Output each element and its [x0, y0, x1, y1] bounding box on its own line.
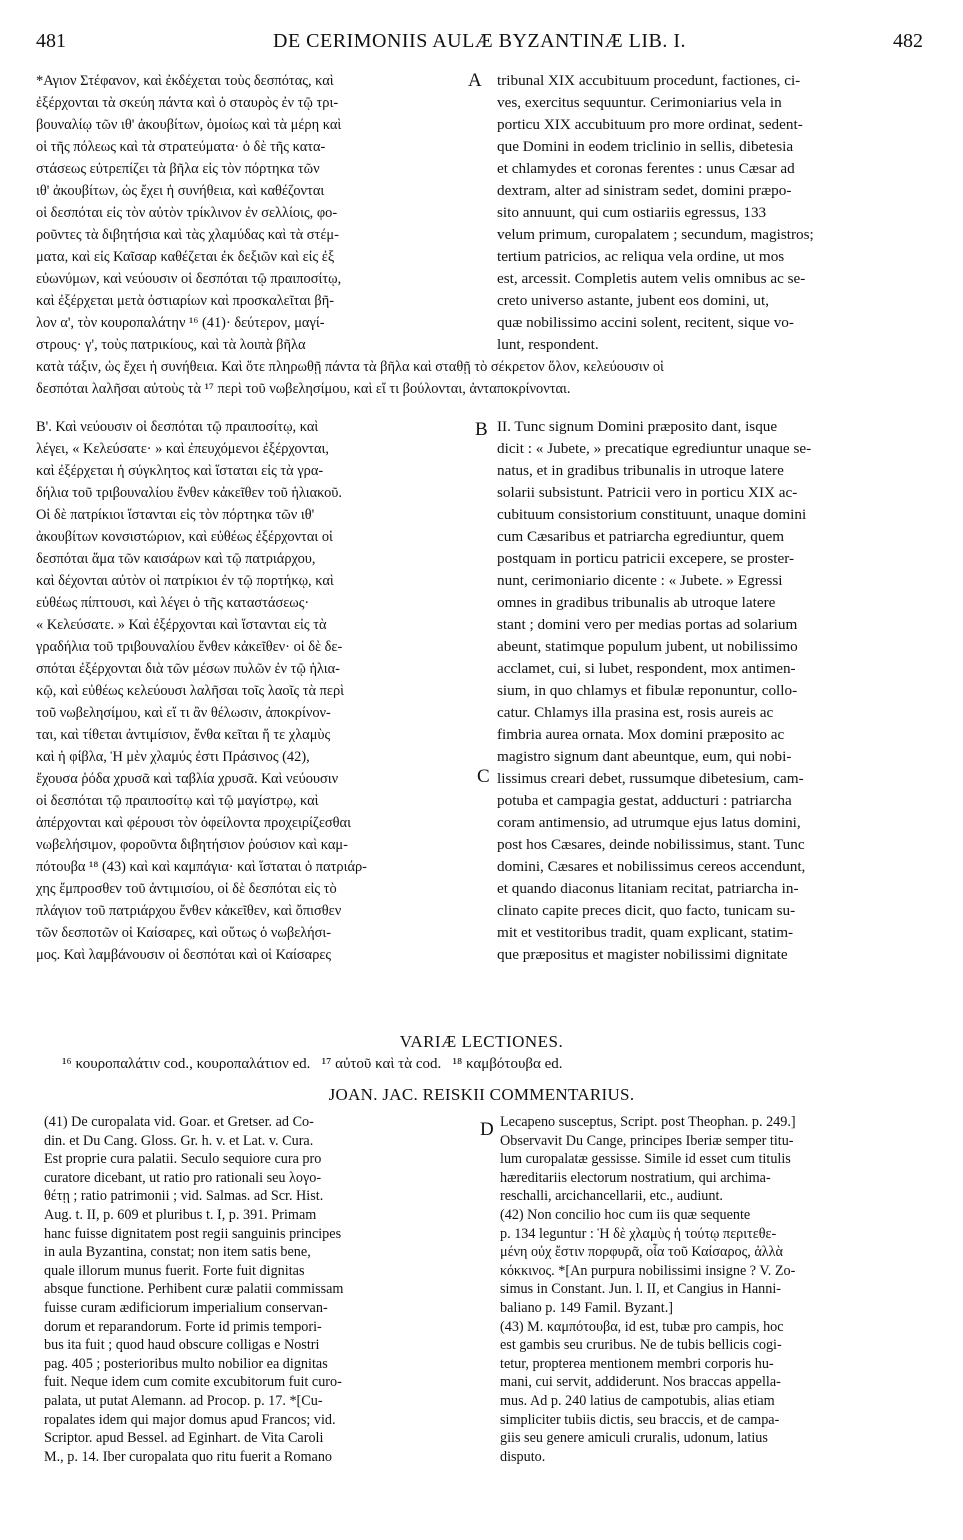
greek-text-column-2 — [36, 416, 479, 966]
latin-line: mit et vestitoribus tradit, quam explicant, statim- — [497, 924, 794, 941]
latin-line: sium, in quo chlamys et fibulæ reponuntur, collo- — [497, 682, 798, 699]
latin-line: ves, exercitus sequuntur. Cerimoniarius vela in — [497, 94, 782, 111]
commentary-line: tetur, propterea mentionem membri corporis hu- — [500, 1355, 774, 1372]
greek-line: καὶ ἐξέρχεται ἡ σύγκλητος καὶ ἵσταται εἰς τὰ γρα- — [36, 463, 324, 479]
latin-line: postquam in porticu patricii excepere, se proster- — [497, 550, 795, 567]
greek-line: Οἱ δὲ πατρίκιοι ἵστανται εἰς τὸν πόρτηκα τῶν ιθ' — [36, 507, 315, 523]
greek-line: ἀκουβίτων κονσιστώριον, καὶ εὐθέως ἐξέρχονται οἱ — [36, 529, 333, 545]
greek-line: βουναλίῳ τῶν ιθ' ἀκουβίτων, ὁμοίως καὶ τὰ μέρη καὶ — [36, 117, 342, 133]
commentary-line: (41) De curopalata vid. Goar. et Gretser. ad Co- — [44, 1114, 314, 1130]
commentary-line: Est proprie cura palatii. Seculo sequiore cura pro — [44, 1151, 322, 1168]
page-number-left: 481 — [36, 30, 66, 52]
commentary-line: p. 134 leguntur : Ἡ δὲ χλαμὺς ἡ τούτῳ περιτεθε- — [500, 1225, 777, 1242]
greek-line: νωβελήσιμον, φοροῦντα διβητήσιον ῥούσιον καὶ καμ- — [36, 837, 348, 853]
greek-fullwidth-line: κατὰ τάξιν, ὡς ἔχει ἡ συνήθεια. Καὶ ὅτε πληρωθῇ πάντα τὰ βῆλα καὶ σταθῇ τὸ σέκρετον ὅλον, κελεύουσιν οἱ — [36, 359, 664, 375]
commentary-line: bus ita fuit ; quod haud obscure colligas e Nostri — [44, 1337, 320, 1354]
commentary-right-column — [500, 1113, 931, 1466]
latin-line: dextram, alter ad sinistram sedet, domini præpo- — [497, 182, 792, 199]
commentary-line: palata, ut putat Alemann. ad Procop. p. 17. *[Cu- — [44, 1392, 323, 1409]
latin-line: coram antimensio, ad utrumque ejus latus domini, — [497, 814, 801, 831]
commentary-line: (43) M. καμπότουβα, id est, tubæ pro campis, hoc — [500, 1318, 784, 1335]
greek-line: δεσπόται ἅμα τῶν καισάρων καὶ τῷ πατριάρχου, — [36, 551, 316, 567]
commentary-line: mus. Ad p. 240 latius de campotubis, alias etiam — [500, 1392, 775, 1409]
commentary-line: pag. 405 ; posterioribus multo nobilior ea dignitas — [44, 1355, 328, 1372]
greek-line: μος. Καὶ λαμβάνουσιν οἱ δεσπόται καὶ οἱ Καίσαρες — [36, 947, 332, 963]
commentary-line: lum curopalatæ gessisse. Simile id esset cum titulis — [500, 1151, 791, 1168]
greek-line: εὐθέως πίπτουσι, καὶ λέγει ὁ τῆς καταστάσεως· — [36, 595, 310, 611]
latin-line: natus, et in gradibus tribunalis in utroque latere — [497, 462, 784, 479]
latin-line: nunt, cerimoniario dicente : « Jubete. » Egressi — [497, 572, 783, 589]
latin-text-column-1 — [497, 70, 931, 356]
commentary-line: hanc fuisse dignitatem post regii sanguinis principes — [44, 1225, 342, 1242]
greek-line: ιθ' ἀκουβίτων, ὡς ἔχει ἡ συνήθεια, καὶ καθέζονται — [36, 183, 325, 199]
latin-line: dicit : « Jubete, » precatique egrediuntur unaque se- — [497, 440, 812, 457]
section-marker-c: C — [477, 766, 490, 787]
latin-line: solarii subsistunt. Patricii vero in porticu XIX ac- — [497, 484, 798, 501]
latin-line: tertium patricios, ac reliqua vela ordine, ut mos — [497, 248, 785, 265]
latin-line: stant ; domini vero per medias portas ad solarium — [497, 616, 798, 633]
latin-line: velum primum, curopalatem ; secundum, magistros; — [497, 226, 814, 243]
latin-line: acclamet, cui, si lubet, respondent, mox antimen- — [497, 660, 796, 677]
commentary-line: fuit. Neque idem cum comite excubitorum fuit curo- — [44, 1374, 342, 1391]
section-marker-d: D — [480, 1119, 494, 1140]
latin-line: II. Tunc signum Domini præposito dant, isque — [497, 418, 778, 435]
greek-line: ἔχουσα ῥόδα χρυσᾶ καὶ ταβλία χρυσᾶ. Καὶ νεύουσιν — [36, 771, 339, 787]
greek-line: *Αγιον Στέφανον, καὶ ἐκδέχεται τοὺς δεσπότας, καὶ — [36, 73, 334, 89]
latin-line: post hos Cæsares, deinde nobilissimus, stant. Tunc — [497, 836, 805, 853]
latin-text-column-2 — [497, 416, 931, 966]
commentary-line: Lecapeno susceptus, Script. post Theophan. p. 249.] — [500, 1114, 796, 1130]
latin-line: est, arcessit. Completis autem velis omnibus ac se- — [497, 270, 806, 287]
greek-line: πλάγιον τοῦ πατριάρχου ἔνθεν κἀκεῖθεν, καὶ ὄπισθεν — [36, 903, 342, 919]
latin-line: quæ nobilissimo accini solent, recitent, sique vo- — [497, 314, 794, 331]
greek-line: στάσεως εὐτρεπίζει τὰ βῆλα εἰς τὸν πόρτηκα τῶν — [36, 161, 320, 177]
latin-line: creto universo astante, jubent eos domini, ut, — [497, 292, 770, 309]
commentary-line: curatore dicebant, ut ratio pro rationali seu λογο- — [44, 1169, 322, 1186]
section-marker-a: A — [468, 70, 482, 91]
latin-line: clinato capite preces dicit, quo facto, tunicam su- — [497, 902, 796, 919]
latin-line: magistro signum dant abeuntque, eum, qui nobi- — [497, 748, 792, 765]
commentary-line: Aug. t. II, p. 609 et pluribus t. I, p. 391. Primam — [44, 1206, 317, 1223]
greek-fullwidth-line: δεσπόται λαλῆσαι αὐτοὺς τὰ ¹⁷ περὶ τοῦ νωβελησίμου, καὶ εἴ τι βούλονται, ἀνταποκρίνονται. — [36, 381, 571, 397]
commentary-line: disputo. — [500, 1448, 546, 1465]
greek-line: χης ἔμπροσθεν τοῦ ἀντιμισίου, οἱ δὲ δεσπόται εἰς τὸ — [36, 881, 337, 897]
latin-line: domini, Cæsares et nobilissimus cereos accendunt, — [497, 858, 806, 875]
greek-line: ματα, καὶ εἰς Καῖσαρ καθέζεται ἐκ δεξιῶν καὶ εἰς ἐξ — [36, 249, 335, 265]
greek-line: τῶν δεσποτῶν οἱ Καίσαρες, καὶ οὕτως ὁ νωβελήσι- — [36, 925, 332, 941]
latin-line: potuba et campagia gestat, adducturi : patriarcha — [497, 792, 792, 809]
greek-line: ἐξέρχονται τὰ σκεύη πάντα καὶ ὁ σταυρὸς ἐν τῷ τρι- — [36, 95, 339, 111]
greek-line: Β'. Καὶ νεύουσιν οἱ δεσπόται τῷ πραιποσίτῳ, καὶ — [36, 419, 319, 435]
greek-line: οἱ τῆς πόλεως καὶ τὰ στρατεύματα· ὁ δὲ τῆς κατα- — [36, 139, 326, 155]
latin-line: abeunt, statimque populum jubent, ut nobilissimo — [497, 638, 798, 655]
greek-line: πότουβα ¹⁸ (43) καὶ καὶ καμπάγια· καὶ ἵσταται ὁ πατριάρ- — [36, 859, 367, 875]
latin-line: tribunal XIX accubituum procedunt, factiones, ci- — [497, 72, 801, 89]
greek-line: ται, καὶ τίθεται ἀντιμίσιον, ἔνθα κεῖται ἥ τε χλαμὺς — [36, 727, 331, 743]
commentary-line: μένη οὐχ ἔστιν πορφυρᾶ, οἷα τοῦ Καίσαρος, ἀλλὰ — [500, 1244, 783, 1261]
commentary-line: din. et Du Cang. Gloss. Gr. h. v. et Lat. v. Cura. — [44, 1132, 314, 1149]
greek-line: δήλια τοῦ τριβουναλίου ἔνθεν κἀκεῖθεν τοῦ ἡλιακοῦ. — [36, 485, 342, 501]
commentary-line: giis seu genere amiculi cruralis, udonum, latius — [500, 1430, 768, 1447]
latin-line: et quando diaconus litaniam recitat, patriarcha in- — [497, 880, 799, 897]
commentary-left-column — [44, 1113, 479, 1466]
latin-line: porticu XIX accubituum pro more ordinat, sedent- — [497, 116, 803, 133]
greek-line: σπόται ἐξέρχονται διὰ τῶν μέσων πυλῶν ἐν τῷ ἡλια- — [36, 661, 340, 677]
greek-line: εὐωνύμων, καὶ νεύουσιν οἱ δεσπόται τῷ πραιποσίτῳ, — [36, 271, 342, 287]
running-header — [36, 30, 923, 58]
commentary-line: Observavit Du Cange, principes Iberiæ semper titu- — [500, 1132, 794, 1149]
page-number-right: 482 — [893, 30, 923, 52]
commentary-line: (42) Non concilio hoc cum iis quæ sequente — [500, 1206, 751, 1223]
greek-text-column-1 — [36, 70, 479, 356]
running-title: DE CERIMONIIS AULÆ BYZANTINÆ LIB. I. — [273, 30, 686, 52]
greek-line: τοῦ νωβελησίμου, καὶ εἴ τι ἂν θέλωσιν, ἀποκρίνον- — [36, 705, 331, 721]
commentary-line: baliano p. 149 Famil. Byzant.] — [500, 1299, 673, 1316]
greek-line: γραδήλια τοῦ τριβουναλίου ἔνθεν κἀκεῖθεν· οἱ δὲ δε- — [36, 639, 343, 655]
greek-line: καὶ ἐξέρχεται μετὰ ὀστιαρίων καὶ προσκαλεῖται βῆ- — [36, 293, 335, 309]
commentary-line: reschalli, arcichancellarii, etc., audiunt. — [500, 1188, 723, 1205]
commentary-line: Scriptor. apud Bessel. ad Eginhart. de Vita Caroli — [44, 1430, 324, 1447]
commentary-line: κόκκινος. *[An purpura nobilissimi insigne ? V. Zo- — [500, 1262, 796, 1279]
commentary-line: ropalates idem qui major domus apud Francos; vid. — [44, 1411, 336, 1428]
commentary-line: dorum et reparandorum. Forte id primis tempori- — [44, 1318, 322, 1335]
latin-line: fimbria aurea ornata. Mox domini præposito ac — [497, 726, 785, 743]
latin-line: omnes in gradibus tribunalis ab utroque latere — [497, 594, 776, 611]
commentary-line: absque functione. Perhibent curæ palatii commissam — [44, 1281, 344, 1298]
commentary-title: JOAN. JAC. REISKII COMMENTARIUS. — [328, 1085, 635, 1104]
commentary-line: mani, cui servit, addiderunt. Nos braccas appella- — [500, 1374, 781, 1391]
variae-lectiones-line: ¹⁶ κουροπαλάτιν cod., κουροπαλάτιον ed. ¹⁷ αὐτοῦ καὶ τὰ cod. ¹⁸ καμβότουβα ed. — [62, 1056, 563, 1072]
commentary-line: est gambis seu cruribus. Ne de tubis bellicis cogi- — [500, 1337, 782, 1354]
commentary-line: in aula Byzantina, constat; non item satis bene, — [44, 1244, 311, 1261]
latin-line: lunt, respondent. — [497, 336, 599, 353]
commentary-line: hæreditariis electorum nostratium, qui archima- — [500, 1169, 771, 1186]
greek-line: λέγει, « Κελεύσατε· » καὶ ἐπευχόμενοι ἐξέρχονται, — [36, 441, 329, 457]
latin-line: catur. Chlamys illa prasina est, rosis aureis ac — [497, 704, 774, 721]
greek-line: οἱ δεσπόται εἰς τὸν αὐτὸν τρίκλινον ἐν σελλίοις, φο- — [36, 205, 338, 221]
commentary-line: fuisse curam ædificiorum imperialium conservan- — [44, 1299, 328, 1316]
commentary-line: M., p. 14. Iber curopalata quo ritu fuerit a Romano — [44, 1448, 333, 1465]
greek-line: λον α', τὸν κουροπαλάτην ¹⁶ (41)· δεύτερον, μαγί- — [36, 315, 325, 331]
latin-line: que præpositus et magister nobilissimi dignitate — [497, 946, 788, 963]
latin-line: sito annuunt, qui cum ostiariis egressus, 133 — [497, 204, 767, 221]
greek-line: « Κελεύσατε. » Καὶ ἐξέρχονται καὶ ἵστανται εἰς τὰ — [36, 617, 327, 633]
latin-line: lissimus creari debet, russumque dibetesium, cam- — [497, 770, 804, 787]
greek-line: ἀπέρχονται καὶ φέρουσι τὸν ὀφείλοντα προχειρίζεσθαι — [36, 815, 351, 831]
greek-line: ροῦντες τὰ διβητήσια καὶ τὰς χλαμύδας καὶ τὰ στέμ- — [36, 227, 339, 243]
commentary-line: θέτῃ ; ratio patrimonii ; vid. Salmas. ad Scr. Hist. — [44, 1188, 324, 1205]
section-marker-b: B — [475, 419, 488, 440]
latin-line: cubituum consistorium constituunt, unaque domini — [497, 506, 807, 523]
latin-line: que Domini in eodem triclinio in sellis, dibetesia — [497, 138, 794, 155]
variae-lectiones-title: VARIÆ LECTIONES. — [399, 1032, 564, 1051]
commentary-line: simpliciter tubiis dictis, seu braccis, et de campa- — [500, 1411, 780, 1428]
greek-line: στρους· γ', τοὺς πατρικίους, καὶ τὰ λοιπὰ βῆλα — [36, 337, 306, 353]
greek-line: καὶ ἡ φίβλα, Ἡ μὲν χλαμύς ἐστι Πράσινος (42), — [36, 749, 310, 765]
latin-line: et chlamydes et coronas ferentes : unus Cæsar ad — [497, 160, 795, 177]
greek-line: κῷ, καὶ εὐθέως κελεύουσι λαλῆσαι τοῖς λαοῖς τὰ περὶ — [36, 683, 345, 699]
greek-line: καὶ δέχονται αὐτὸν οἱ πατρίκιοι ἐν τῷ πορτήκῳ, καὶ — [36, 573, 334, 589]
greek-line: οἱ δεσπόται τῷ πραιποσίτῳ καὶ τῷ μαγίστρῳ, καὶ — [36, 793, 319, 809]
commentary-line: quale illorum munus fuerit. Forte fuit dignitas — [44, 1262, 305, 1279]
latin-line: cum Cæsaribus et patriarcha egrediuntur, quem — [497, 528, 785, 545]
commentary-line: simus in Constant. Jun. l. II, et Cangius in Hanni- — [500, 1281, 781, 1298]
